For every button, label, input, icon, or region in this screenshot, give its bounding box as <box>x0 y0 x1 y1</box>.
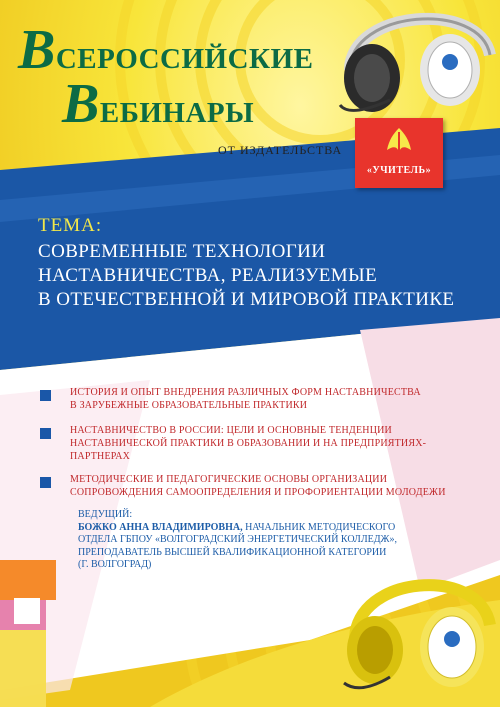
book-emblem-icon <box>383 124 415 156</box>
topic-line: ПАРТНЕРАХ <box>70 451 131 462</box>
title-initial-2: В <box>62 73 100 135</box>
title-line-2 <box>62 72 254 136</box>
title-rest-2: ЕБИНАРЫ <box>99 97 255 129</box>
topic-text <box>70 424 450 463</box>
topic-line: ИСТОРИЯ И ОПЫТ ВНЕДРЕНИЯ РАЗЛИЧНЫХ ФОРМ НАСТАВНИЧЕСТВА <box>70 387 421 398</box>
topic-line: НАСТАВНИЧЕСКОЙ ПРАКТИКИ В ОБРАЗОВАНИИ И НА ПРЕДПРИЯТИЯХ- <box>70 438 427 449</box>
decorative-squares <box>0 560 80 707</box>
topic-line: МЕТОДИЧЕСКИЕ И ПЕДАГОГИЧЕСКИЕ ОСНОВЫ ОРГАНИЗАЦИИ <box>70 474 388 485</box>
publisher-prefix: ОТ ИЗДАТЕЛЬСТВА <box>218 143 343 157</box>
host-position: НАЧАЛЬНИК МЕТОДИЧЕСКОГО <box>242 521 396 533</box>
headphones-icon <box>330 0 500 125</box>
theme-label: ТЕМА: <box>38 215 103 236</box>
host-line <box>78 522 438 535</box>
topic-line: В ЗАРУБЕЖНЫЕ ОБРАЗОВАТЕЛЬНЫЕ ПРАКТИКИ <box>70 400 308 411</box>
title-rest-1: СЕРОССИЙСКИЕ <box>55 43 314 75</box>
host-line: ПРЕПОДАВАТЕЛЬ ВЫСШЕЙ КВАЛИФИКАЦИОННОЙ КАТЕГОРИИ <box>78 546 387 558</box>
theme-title <box>38 240 478 312</box>
theme-title-line: НАСТАВНИЧЕСТВА, РЕАЛИЗУЕМЫЕ <box>38 265 378 286</box>
host-label: ВЕДУЩИЙ: <box>78 509 133 520</box>
topic-text <box>70 386 450 412</box>
topic-text <box>70 473 450 499</box>
host-line: ОТДЕЛА ГБПОУ «ВОЛГОГРАДСКИЙ ЭНЕРГЕТИЧЕСКИЙ КОЛЛЕДЖ», <box>78 534 398 545</box>
host-line: (Г. ВОЛГОГРАД) <box>78 559 152 570</box>
host-name: БОЖКО АННА ВЛАДИМИРОВНА, <box>78 521 243 533</box>
headphones-bottom-icon <box>330 555 500 707</box>
topic-line: НАСТАВНИЧЕСТВО В РОССИИ: ЦЕЛИ И ОСНОВНЫЕ ТЕНДЕНЦИИ <box>70 425 392 436</box>
logo-text: «УЧИТЕЛЬ» <box>366 165 432 176</box>
bullet-square-icon <box>40 428 51 439</box>
publisher-logo <box>355 118 443 188</box>
bullet-square-icon <box>40 390 51 401</box>
topic-line: СОПРОВОЖДЕНИЯ САМООПРЕДЕЛЕНИЯ И ПРОФОРИЕНТАЦИИ МОЛОДЕЖИ <box>70 487 446 498</box>
theme-title-line: В ОТЕЧЕСТВЕННОЙ И МИРОВОЙ ПРАКТИКЕ <box>38 289 455 310</box>
title-initial-1: В <box>18 19 56 81</box>
bullet-square-icon <box>40 477 51 488</box>
theme-title-line: СОВРЕМЕННЫЕ ТЕХНОЛОГИИ <box>38 241 326 262</box>
